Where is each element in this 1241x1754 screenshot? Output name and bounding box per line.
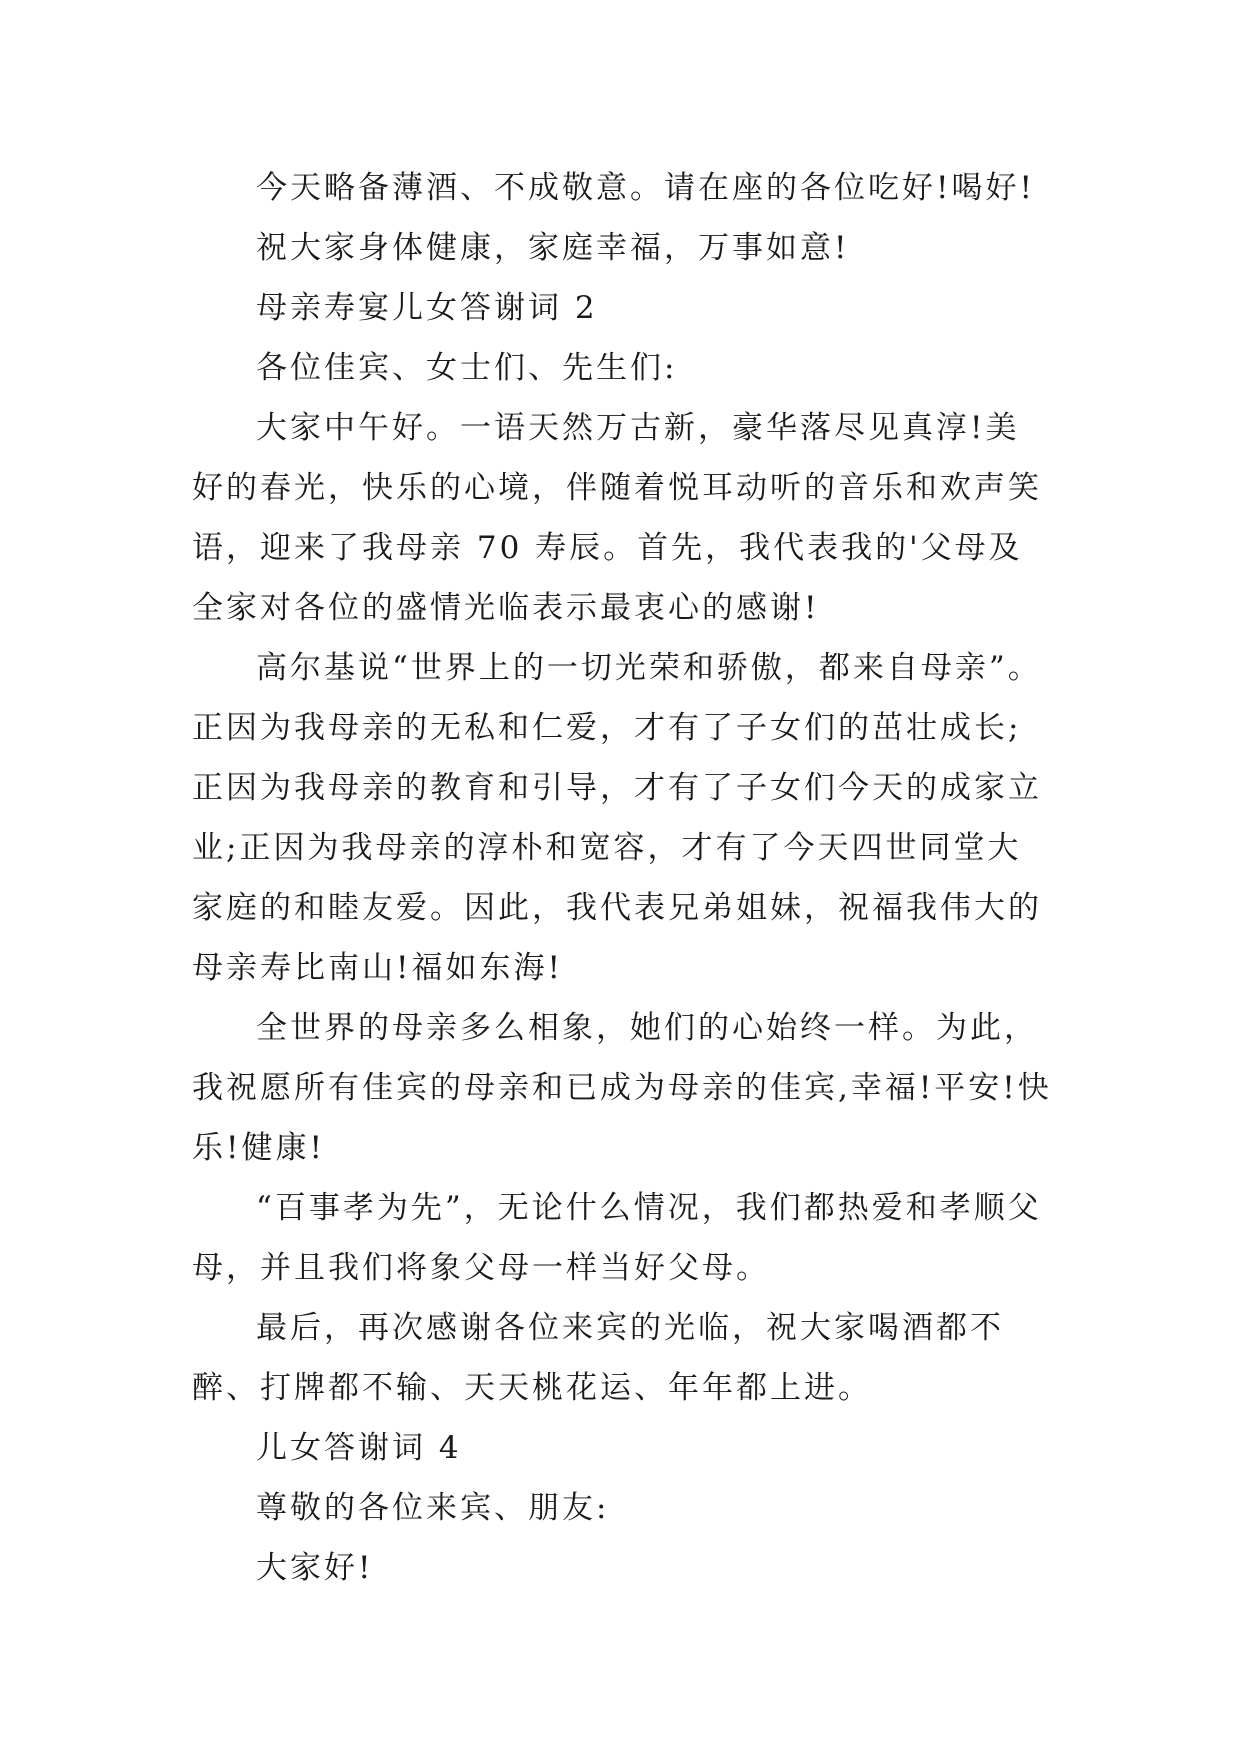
paragraph-blessing: 祝大家身体健康，家庭幸福，万事如意! bbox=[256, 230, 850, 266]
paragraph-greeting: 大家中午好。一语天然万古新，豪华落尽见真淳!美好的春光，快乐的心境，伴随着悦耳动听的音乐和欢声笑语，迎来了我母亲 70 寿辰。首先，我代表我的'父母及全家对各位的盛情光临表示最衷心的感谢! bbox=[192, 410, 1042, 626]
paragraph-filial-piety: “百事孝为先”，无论什么情况，我们都热爱和孝顺父母，并且我们将象父母一样当好父母。 bbox=[192, 1190, 1042, 1286]
paragraph-hello: 大家好! bbox=[256, 1550, 374, 1586]
section-heading-2: 母亲寿宴儿女答谢词 2 bbox=[256, 290, 598, 326]
paragraph-gorky-quote: 高尔基说“世界上的一切光荣和骄傲，都来自母亲”。正因为我母亲的无私和仁爱，才有了子女们的茁壮成长;正因为我母亲的教育和引导，才有了子女们今天的成家立业;正因为我母亲的淳朴和宽容，才有了今天四世同堂大家庭的和睦友爱。因此，我代表兄弟姐妹，祝福我伟大的母亲寿比南山!福如东海! bbox=[192, 650, 1042, 986]
paragraph-salutation: 各位佳宾、女士们、先生们: bbox=[256, 350, 678, 386]
paragraph-mothers: 全世界的母亲多么相象，她们的心始终一样。为此，我祝愿所有佳宾的母亲和已成为母亲的佳宾,幸福!平安!快乐!健康! bbox=[192, 1010, 1052, 1166]
paragraph-final-thanks: 最后，再次感谢各位来宾的光临，祝大家喝酒都不醉、打牌都不输、天天桃花运、年年都上进。 bbox=[192, 1310, 1004, 1406]
section-heading-4: 儿女答谢词 4 bbox=[256, 1430, 462, 1466]
document-body bbox=[192, 158, 1052, 1598]
paragraph-toast-closing: 今天略备薄酒、不成敬意。请在座的各位吃好!喝好! bbox=[256, 170, 1035, 206]
paragraph-salutation-2: 尊敬的各位来宾、朋友: bbox=[256, 1490, 610, 1526]
